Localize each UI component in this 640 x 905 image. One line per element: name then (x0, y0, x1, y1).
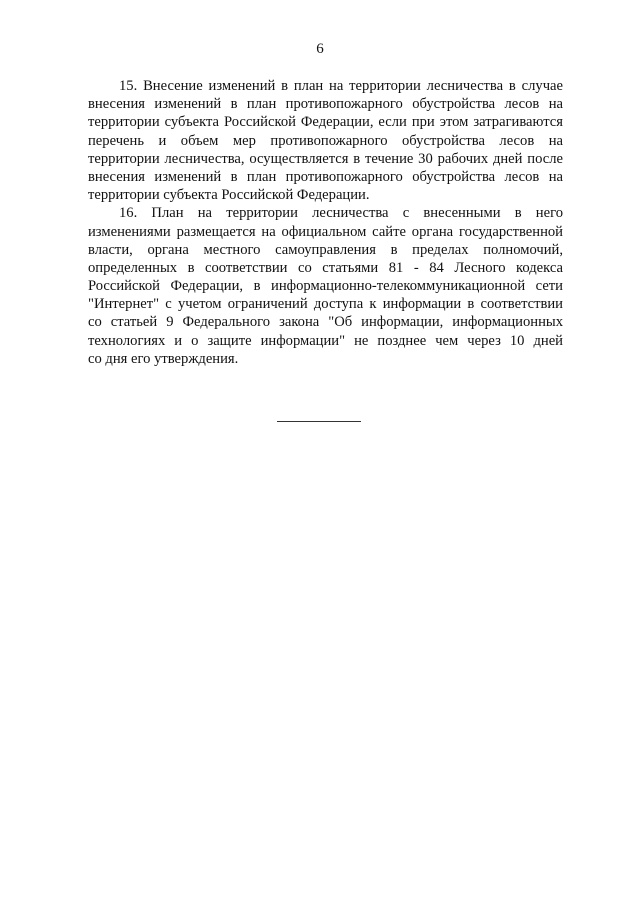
paragraph-line: изменениями размещается на официальном сайте органа государственной (88, 223, 563, 240)
paragraph-line: со статьей 9 Федерального закона "Об информации, информационных (88, 314, 563, 331)
paragraph-line: 16. План на территории лесничества с внесенными в него (119, 205, 563, 222)
end-of-document-rule (277, 421, 361, 422)
paragraph-line: территории субъекта Российской Федерации, если при этом затрагиваются (88, 114, 563, 131)
paragraph-line: территории субъекта Российской Федерации. (88, 187, 370, 204)
paragraph-line: внесения изменений в план противопожарного обустройства лесов на (88, 96, 563, 113)
paragraph-line: "Интернет" с учетом ограничений доступа к информации в соответствии (88, 296, 563, 313)
document-body (88, 77, 563, 368)
paragraph-16 (88, 204, 563, 368)
paragraph-line: технологиях и о защите информации" не позднее чем через 10 дней (88, 332, 563, 349)
paragraph-line: Российской Федерации, в информационно-телекоммуникационной сети (88, 278, 563, 295)
paragraph-line: территории лесничества, осуществляется в течение 30 рабочих дней после (88, 150, 563, 167)
paragraph-15 (88, 77, 563, 204)
paragraph-line: определенных в соответствии со статьями 81 - 84 Лесного кодекса (88, 259, 563, 276)
paragraph-line: власти, органа местного самоуправления в пределах полномочий, (88, 241, 563, 258)
paragraph-line: перечень и объем мер противопожарного обустройства лесов на (88, 132, 563, 149)
page-number: 6 (316, 41, 324, 57)
paragraph-line: со дня его утверждения. (88, 350, 239, 367)
paragraph-line: 15. Внесение изменений в план на территории лесничества в случае (119, 78, 563, 94)
paragraph-line: внесения изменений в план противопожарного обустройства лесов на (88, 168, 563, 185)
